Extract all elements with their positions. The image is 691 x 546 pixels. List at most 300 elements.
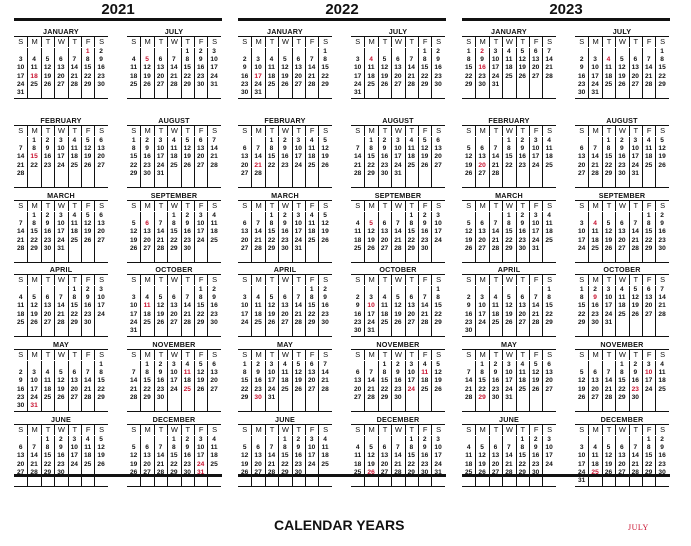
weekday-label: T: [41, 350, 54, 360]
day-cell: 2: [382, 137, 387, 144]
weekday-label: M: [364, 275, 377, 285]
day-cell: 22: [70, 310, 78, 318]
day-cell: 26: [465, 169, 473, 177]
day-cell: 8: [269, 220, 274, 228]
days-grid: [575, 212, 669, 262]
day-cell: 28: [17, 169, 25, 177]
day-cell: 12: [465, 228, 473, 236]
weekday-label: T: [516, 126, 529, 136]
day-cell: 24: [294, 161, 302, 169]
weekday-label: S: [355, 275, 361, 284]
day-cell: 3: [172, 361, 176, 368]
month-may-2022: [238, 340, 332, 413]
weekday-label: T: [181, 275, 194, 285]
weekday-label: W: [54, 275, 67, 285]
day-cell: 4: [323, 436, 327, 443]
day-cell: 21: [30, 460, 38, 468]
day-cell: 26: [267, 318, 276, 326]
weekday-label: S: [466, 201, 472, 210]
day-cell: 8: [409, 220, 414, 228]
day-cell: 1: [145, 361, 149, 368]
day-cell: 22: [197, 310, 205, 318]
weekday-label: M: [27, 275, 40, 285]
day-cell: 25: [70, 236, 78, 244]
weekday-label: S: [655, 37, 668, 47]
days-grid: [127, 137, 221, 187]
day-cell: 20: [532, 64, 540, 72]
weekday-label: F: [81, 275, 94, 285]
day-cell: 30: [241, 89, 249, 96]
day-cell: 7: [422, 294, 427, 302]
day-cell: 9: [185, 444, 190, 452]
day-cell: 25: [130, 80, 138, 88]
day-cell: 10: [70, 444, 78, 452]
month-bottom-rule: [127, 336, 221, 337]
day-cell: 4: [606, 56, 611, 64]
day-cell: 30: [281, 244, 289, 252]
day-cell: 27: [407, 318, 415, 326]
weekday-label: S: [542, 201, 555, 211]
day-cell: 5: [283, 56, 287, 64]
days-grid: [462, 212, 556, 262]
month-name: APRIL: [273, 265, 297, 274]
day-cell: 7: [32, 444, 36, 452]
day-cell: 18: [604, 72, 613, 80]
weekday-label: S: [207, 425, 220, 435]
day-cell: 23: [43, 161, 52, 169]
day-cell: 29: [618, 393, 626, 401]
days-grid: [575, 361, 669, 411]
day-cell: 20: [308, 377, 316, 385]
day-cell: 17: [532, 153, 540, 161]
days-grid: [238, 436, 332, 486]
weekday-header: [462, 126, 556, 136]
day-cell: 28: [631, 244, 639, 252]
month-july-2022: [351, 27, 445, 100]
day-cell: 14: [658, 294, 666, 302]
weekday-label: S: [18, 126, 24, 135]
day-cell: 11: [618, 294, 626, 302]
day-cell: 29: [434, 318, 442, 326]
days-grid: [462, 436, 556, 486]
day-cell: 15: [658, 64, 666, 72]
day-cell: 1: [409, 212, 414, 219]
day-cell: 26: [130, 244, 138, 252]
day-cell: 7: [507, 444, 511, 452]
day-cell: 30: [618, 169, 626, 177]
weekday-label: S: [131, 425, 137, 434]
weekday-label: S: [318, 275, 331, 285]
day-cell: 2: [145, 137, 149, 144]
month-october-2021: [127, 265, 221, 338]
day-cell: 24: [491, 72, 500, 80]
weekday-label: T: [378, 350, 391, 360]
day-cell: 14: [294, 302, 302, 310]
day-cell: 10: [197, 220, 205, 228]
day-cell: 8: [547, 294, 551, 302]
day-cell: 7: [355, 145, 360, 153]
weekday-header: [351, 275, 445, 285]
day-cell: 21: [631, 460, 639, 468]
weekday-label: T: [265, 275, 278, 285]
day-cell: 15: [43, 452, 52, 460]
day-cell: 26: [604, 468, 613, 476]
days-grid: [238, 48, 332, 98]
day-cell: 20: [43, 310, 52, 318]
day-cell: 4: [283, 361, 287, 368]
day-cell: 3: [296, 212, 301, 219]
day-cell: 25: [70, 161, 78, 169]
day-cell: 25: [545, 236, 553, 244]
day-cell: 11: [407, 145, 415, 153]
weekday-label: F: [642, 126, 655, 136]
weekday-header: [127, 201, 221, 211]
day-cell: 23: [183, 236, 191, 244]
day-cell: 31: [505, 393, 513, 401]
weekday-label: T: [378, 37, 391, 47]
day-cell: 11: [658, 369, 666, 377]
day-cell: 27: [591, 393, 599, 401]
day-cell: 7: [309, 56, 314, 64]
weekday-header: [462, 37, 556, 47]
day-cell: 21: [57, 310, 65, 318]
day-cell: 5: [633, 286, 638, 293]
day-cell: 27: [380, 244, 389, 252]
month-bottom-rule: [14, 336, 108, 337]
day-cell: 20: [578, 161, 586, 169]
weekday-label: T: [516, 37, 529, 47]
day-cell: 13: [591, 377, 599, 385]
day-cell: 2: [422, 212, 427, 219]
day-cell: 3: [533, 137, 538, 144]
month-bottom-rule: [238, 411, 332, 412]
day-cell: 9: [283, 145, 287, 153]
day-cell: 21: [532, 310, 540, 318]
day-cell: 24: [532, 236, 540, 244]
day-cell: 1: [382, 361, 387, 368]
day-cell: 25: [308, 236, 316, 244]
day-cell: 26: [30, 318, 38, 326]
day-cell: 17: [210, 64, 218, 72]
day-cell: 26: [604, 244, 613, 252]
day-cell: 21: [254, 161, 262, 169]
weekday-label: S: [207, 275, 220, 285]
day-cell: 7: [533, 294, 538, 302]
day-cell: 5: [99, 436, 103, 443]
day-cell: 28: [70, 80, 78, 88]
day-cell: 16: [578, 72, 586, 80]
day-cell: 8: [269, 145, 274, 153]
day-cell: 25: [645, 161, 653, 169]
day-cell: 11: [545, 220, 553, 228]
weekday-label: M: [251, 275, 264, 285]
day-cell: 6: [296, 56, 301, 64]
weekday-label: S: [542, 425, 555, 435]
weekday-label: S: [318, 350, 331, 360]
weekday-label: T: [629, 425, 642, 435]
day-cell: 1: [172, 212, 176, 219]
day-cell: 21: [491, 161, 500, 169]
weekday-label: S: [318, 201, 331, 211]
day-cell: 18: [591, 460, 599, 468]
day-cell: 16: [591, 302, 599, 310]
day-cell: 18: [84, 452, 92, 460]
day-cell: 2: [283, 212, 287, 219]
day-cell: 23: [281, 236, 289, 244]
month-august-2023: [575, 116, 669, 189]
weekday-label: F: [194, 37, 207, 47]
weekday-header: [575, 126, 669, 136]
weekday-label: W: [391, 126, 404, 136]
weekday-header: [14, 201, 108, 211]
day-cell: 12: [156, 302, 165, 310]
day-cell: 13: [241, 153, 249, 161]
day-cell: 7: [396, 444, 400, 452]
day-cell: 16: [281, 153, 289, 161]
day-cell: 23: [17, 393, 25, 401]
day-cell: 20: [434, 153, 442, 161]
day-cell: 31: [591, 89, 599, 96]
day-cell: 31: [267, 393, 276, 401]
day-cell: 28: [254, 169, 262, 177]
day-cell: 24: [578, 244, 586, 252]
days-grid: [351, 286, 445, 336]
day-cell: 7: [172, 56, 176, 64]
day-cell: 30: [518, 244, 526, 252]
day-cell: 17: [645, 377, 653, 385]
month-name: MARCH: [271, 191, 299, 200]
day-cell: 12: [30, 302, 38, 310]
weekday-label: M: [364, 425, 377, 435]
day-cell: 8: [520, 444, 525, 452]
day-cell: 21: [156, 236, 165, 244]
day-cell: 14: [321, 369, 329, 377]
day-cell: 5: [579, 369, 584, 377]
month-name: SEPTEMBER: [598, 191, 646, 200]
day-cell: 8: [646, 444, 651, 452]
day-cell: 24: [294, 236, 302, 244]
weekday-label: S: [542, 275, 555, 285]
day-cell: 15: [645, 452, 653, 460]
day-cell: 10: [308, 444, 316, 452]
weekday-label: W: [615, 37, 628, 47]
day-cell: 29: [84, 80, 92, 88]
day-cell: 24: [156, 161, 165, 169]
month-august-2022: [351, 116, 445, 189]
day-cell: 23: [478, 72, 486, 80]
day-cell: 12: [367, 228, 375, 236]
day-cell: 13: [57, 64, 65, 72]
day-cell: 12: [43, 64, 52, 72]
day-cell: 7: [646, 56, 651, 64]
day-cell: 12: [281, 64, 289, 72]
day-cell: 19: [43, 72, 52, 80]
weekday-label: F: [529, 201, 542, 211]
day-cell: 22: [143, 385, 151, 393]
day-cell: 28: [57, 318, 65, 326]
weekday-label: S: [431, 37, 444, 47]
day-cell: 15: [380, 377, 389, 385]
day-cell: 6: [533, 48, 538, 55]
weekday-label: T: [265, 37, 278, 47]
day-cell: 15: [97, 377, 105, 385]
day-cell: 3: [606, 286, 611, 293]
day-cell: 20: [545, 377, 553, 385]
day-cell: 25: [421, 385, 429, 393]
day-cell: 17: [267, 377, 276, 385]
weekday-label: W: [615, 350, 628, 360]
day-cell: 18: [70, 228, 78, 236]
day-cell: 15: [267, 153, 276, 161]
day-cell: 31: [434, 468, 442, 476]
day-cell: 9: [436, 56, 440, 64]
weekday-label: S: [355, 126, 361, 135]
day-cell: 27: [380, 468, 389, 476]
day-cell: 7: [633, 220, 638, 228]
weekday-label: T: [292, 201, 305, 211]
month-name: JULY: [164, 27, 184, 36]
day-cell: 2: [633, 361, 638, 368]
day-cell: 5: [85, 137, 90, 144]
day-cell: 26: [130, 468, 138, 476]
day-cell: 19: [578, 385, 586, 393]
day-cell: 29: [308, 318, 316, 326]
day-cell: 8: [283, 444, 287, 452]
day-cell: 19: [143, 72, 151, 80]
day-cell: 14: [254, 228, 262, 236]
month-bottom-rule: [462, 336, 556, 337]
day-cell: 1: [309, 286, 314, 293]
day-cell: 26: [618, 80, 626, 88]
day-cell: 2: [212, 286, 216, 293]
day-cell: 30: [591, 318, 599, 326]
day-cell: 1: [32, 137, 36, 144]
day-cell: 17: [130, 310, 138, 318]
day-cell: 12: [321, 220, 329, 228]
day-cell: 14: [57, 302, 65, 310]
day-cell: 9: [99, 56, 103, 64]
day-cell: 12: [658, 145, 666, 153]
day-cell: 4: [593, 444, 597, 452]
day-cell: 12: [421, 145, 429, 153]
day-cell: 27: [281, 318, 289, 326]
weekday-label: S: [542, 350, 555, 360]
day-cell: 3: [369, 294, 373, 302]
day-cell: 3: [269, 361, 274, 368]
day-cell: 12: [631, 294, 639, 302]
day-cell: 30: [321, 318, 329, 326]
weekday-header: [127, 37, 221, 47]
day-cell: 30: [478, 80, 486, 88]
day-cell: 2: [593, 286, 597, 293]
day-cell: 16: [254, 377, 262, 385]
day-cell: 4: [547, 137, 551, 144]
day-cell: 14: [631, 228, 639, 236]
day-cell: 30: [294, 468, 302, 476]
day-cell: 3: [547, 436, 551, 443]
day-cell: 5: [606, 220, 611, 228]
day-cell: 10: [267, 369, 276, 377]
day-cell: 30: [532, 468, 540, 476]
day-cell: 28: [84, 393, 92, 401]
weekday-label: S: [131, 350, 137, 359]
weekday-label: S: [579, 201, 585, 210]
day-cell: 21: [210, 153, 218, 161]
day-cell: 19: [465, 236, 473, 244]
days-grid: [575, 137, 669, 187]
day-cell: 25: [604, 80, 613, 88]
day-cell: 21: [421, 310, 429, 318]
day-cell: 31: [578, 477, 586, 484]
weekday-label: W: [54, 126, 67, 136]
day-cell: 6: [212, 361, 216, 368]
day-cell: 30: [57, 468, 65, 476]
day-cell: 11: [170, 145, 178, 153]
day-cell: 26: [143, 80, 151, 88]
weekday-label: W: [278, 350, 291, 360]
day-cell: 15: [478, 377, 486, 385]
day-cell: 29: [143, 393, 151, 401]
day-cell: 16: [43, 228, 52, 236]
month-name: MAY: [501, 340, 517, 349]
day-cell: 18: [143, 310, 151, 318]
day-cell: 2: [18, 369, 23, 377]
day-cell: 19: [505, 310, 513, 318]
day-cell: 6: [620, 444, 624, 452]
day-cell: 2: [396, 361, 400, 368]
day-cell: 27: [197, 161, 205, 169]
day-cell: 17: [294, 228, 302, 236]
day-cell: 13: [308, 369, 316, 377]
day-cell: 7: [269, 444, 274, 452]
day-cell: 9: [480, 56, 484, 64]
day-cell: 27: [43, 318, 52, 326]
day-cell: 18: [170, 153, 178, 161]
day-cell: 11: [518, 369, 526, 377]
day-cell: 27: [210, 385, 218, 393]
day-cell: 15: [618, 377, 626, 385]
month-name: SEPTEMBER: [374, 191, 422, 200]
weekday-label: F: [305, 275, 318, 285]
day-cell: 17: [254, 72, 262, 80]
day-cell: 24: [394, 161, 402, 169]
month-name: OCTOBER: [603, 265, 641, 274]
day-cell: 24: [17, 80, 25, 88]
day-cell: 17: [434, 228, 442, 236]
day-cell: 3: [633, 137, 638, 144]
day-cell: 21: [17, 236, 25, 244]
weekday-label: T: [516, 425, 529, 435]
weekday-label: W: [391, 201, 404, 211]
weekday-label: T: [41, 126, 54, 136]
day-cell: 4: [45, 369, 50, 377]
day-cell: 21: [394, 460, 402, 468]
day-cell: 24: [545, 460, 553, 468]
day-cell: 20: [241, 236, 249, 244]
day-cell: 5: [198, 361, 203, 368]
day-cell: 3: [507, 361, 511, 368]
day-cell: 6: [309, 361, 314, 368]
weekday-label: M: [251, 37, 264, 47]
day-cell: 9: [520, 220, 525, 228]
day-cell: 28: [491, 169, 500, 177]
weekday-label: M: [27, 350, 40, 360]
day-cell: 11: [591, 228, 599, 236]
day-cell: 1: [480, 361, 484, 368]
day-cell: 20: [210, 377, 218, 385]
day-cell: 23: [518, 236, 526, 244]
day-cell: 18: [281, 377, 289, 385]
